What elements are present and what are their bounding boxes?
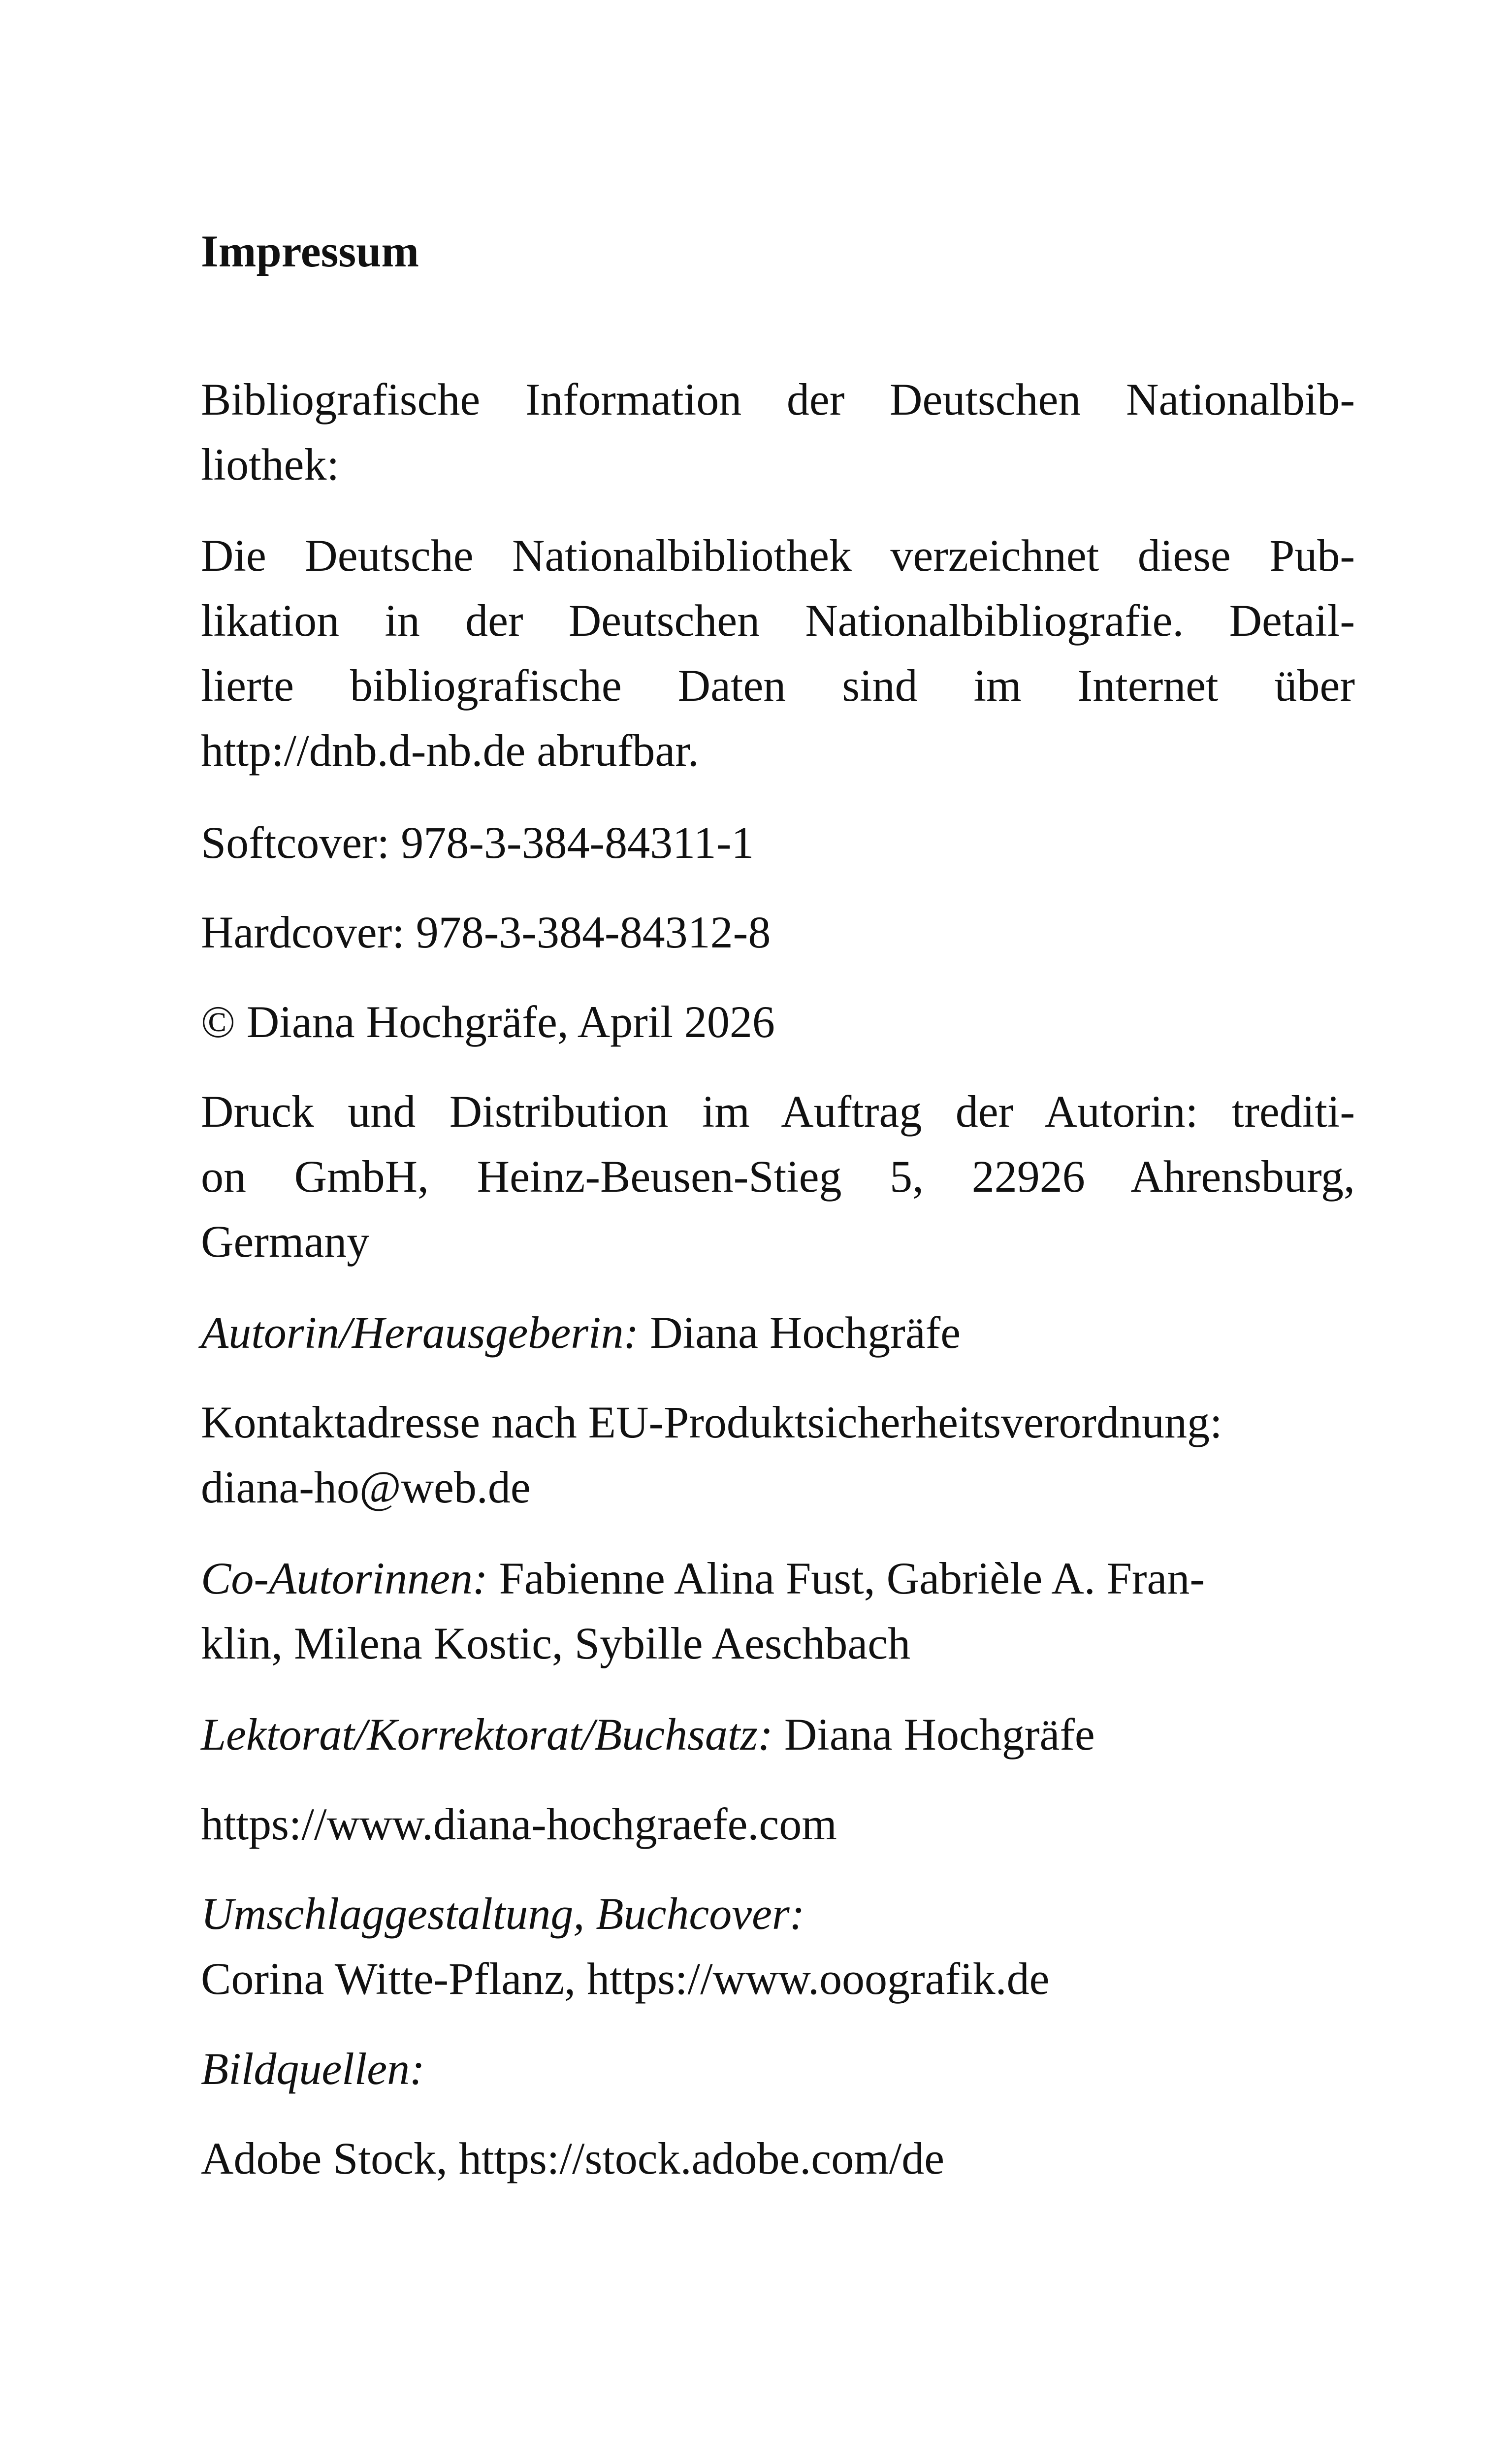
contact-email: diana-ho@web.de [201, 1462, 531, 1512]
coauthors-line-2: klin, Milena Kostic, Sybille Aeschbach [201, 1618, 911, 1668]
dnb-info-line-3: lierte bibliografische Daten sind im Internet über [201, 660, 1355, 711]
page-title: Impressum [201, 226, 419, 276]
contact-paragraph [201, 1390, 1355, 1520]
author-website: https://www.diana-hochgraefe.com [201, 1799, 837, 1849]
isbn-softcover: Softcover: 978-3-384-84311-1 [201, 817, 754, 868]
dnb-info-line-4: http://dnb.d-nb.de abrufbar. [201, 725, 699, 776]
image-sources-label-text: Bildquellen: [201, 2044, 425, 2094]
coauthors-label: Co-Autorinnen: [201, 1553, 488, 1603]
author-value: Diana Hochgräfe [639, 1307, 961, 1358]
dnb-info-heading-line-1: Bibliografische Information der Deutschen Nationalbib- [201, 374, 1355, 424]
author-credit [201, 1300, 1355, 1365]
contact-line-1: Kontaktadresse nach EU-Produktsicherheitsverordnung: [201, 1397, 1222, 1447]
editing-value: Diana Hochgräfe [772, 1709, 1095, 1759]
dnb-info-heading [201, 367, 1355, 497]
coauthors-names-1: Fabienne Alina Fust, Gabrièle A. Fran- [487, 1553, 1205, 1603]
coauthors-paragraph [201, 1546, 1355, 1676]
editing-label: Lektorat/Korrektorat/Buchsatz: [201, 1709, 773, 1759]
author-label: Autorin/Herausgeberin: [201, 1307, 639, 1358]
cover-value: Corina Witte-Pflanz, https://www.ooografik.de [201, 1954, 1050, 2004]
coauthors-line-1 [201, 1546, 1355, 1611]
isbn-hardcover: Hardcover: 978-3-384-84312-8 [201, 907, 771, 957]
editing-credit [201, 1702, 1355, 1767]
image-sources-value: Adobe Stock, https://stock.adobe.com/de [201, 2133, 945, 2183]
distribution-line-2: on GmbH, Heinz-Beusen-Stieg 5, 22926 Ahrensburg, [201, 1151, 1355, 1202]
dnb-info-line-1: Die Deutsche Nationalbibliothek verzeichnet diese Pub- [201, 530, 1355, 581]
distribution-line-3: Germany [201, 1216, 370, 1267]
dnb-info-paragraph [201, 523, 1355, 783]
copyright-notice: © Diana Hochgräfe, April 2026 [201, 997, 775, 1047]
cover-label: Umschlaggestaltung, Buchcover: [201, 1889, 805, 1939]
image-sources-label [201, 2036, 1355, 2101]
dnb-info-heading-line-2: liothek: [201, 439, 340, 489]
cover-credit [201, 1881, 1355, 2011]
imprint-page [201, 0, 1355, 2443]
dnb-info-line-2: likation in der Deutschen Nationalbibliografie. Detail- [201, 595, 1355, 646]
distribution-line-1: Druck und Distribution im Auftrag der Autorin: trediti- [201, 1086, 1355, 1137]
distribution-paragraph [201, 1079, 1355, 1274]
